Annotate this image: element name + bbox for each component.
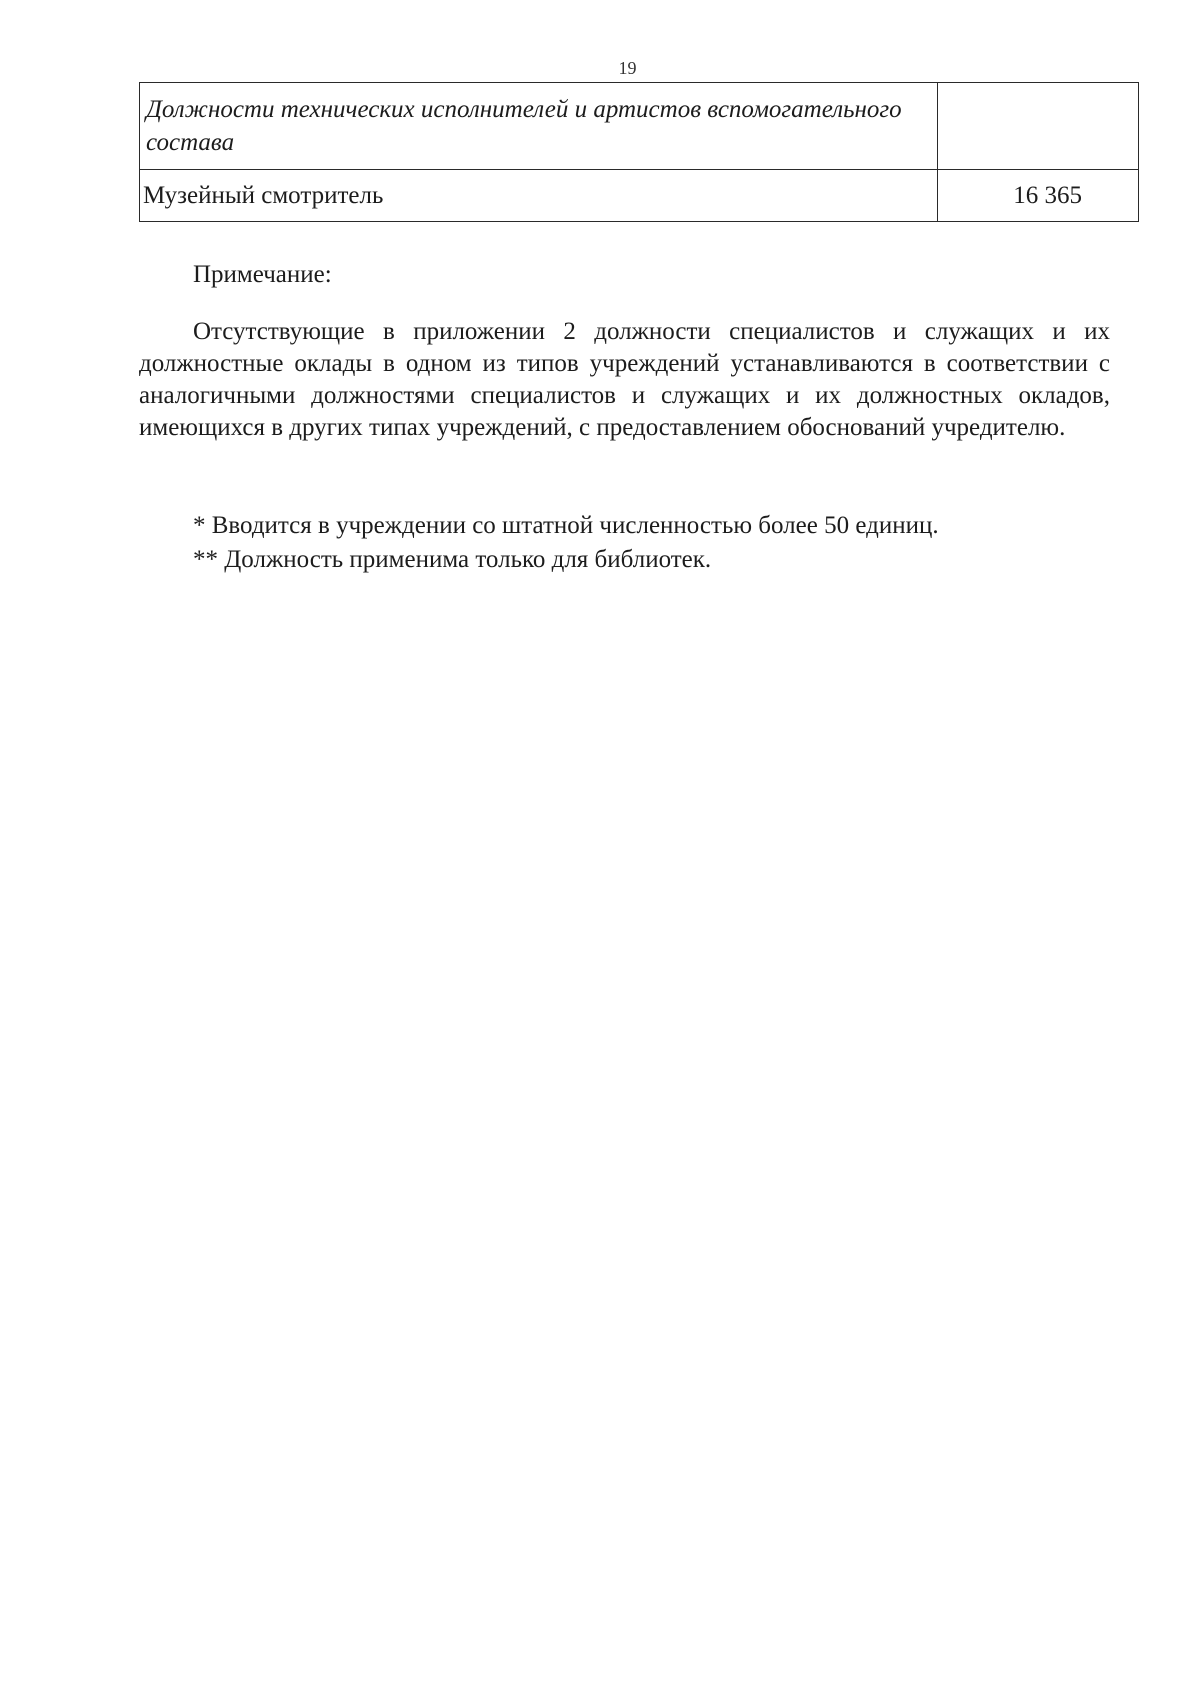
footnote-libraries: ** Должность применима только для библиотек. [193,546,712,573]
category-value-cell [938,83,1139,170]
table-row [140,170,1139,222]
salary-table [139,82,1139,222]
note-label: Примечание: [193,261,332,288]
salary-value: 16 365 [1013,181,1082,209]
position-name: Музейный смотритель [143,181,384,209]
category-cell [140,83,938,170]
salary-cell [938,170,1139,222]
table-category-row [140,83,1139,170]
category-title: Должности технических исполнителей и артистов вспомогательного состава [146,96,902,156]
note-body: Отсутствующие в приложении 2 должности специалистов и служащих и их должностные оклады в одном из типов учреждений устанавливаются в соответствии с аналогичными должностями специалистов и служащих и их должностных окладов, имеющихся в других типах учреждений, с предоставлением обоснований учредителю. [139,318,1110,441]
footnote-staff-count: * Вводится в учреждении со штатной численностью более 50 единиц. [193,512,939,539]
page-number: 19 [618,58,637,78]
position-cell [140,170,938,222]
